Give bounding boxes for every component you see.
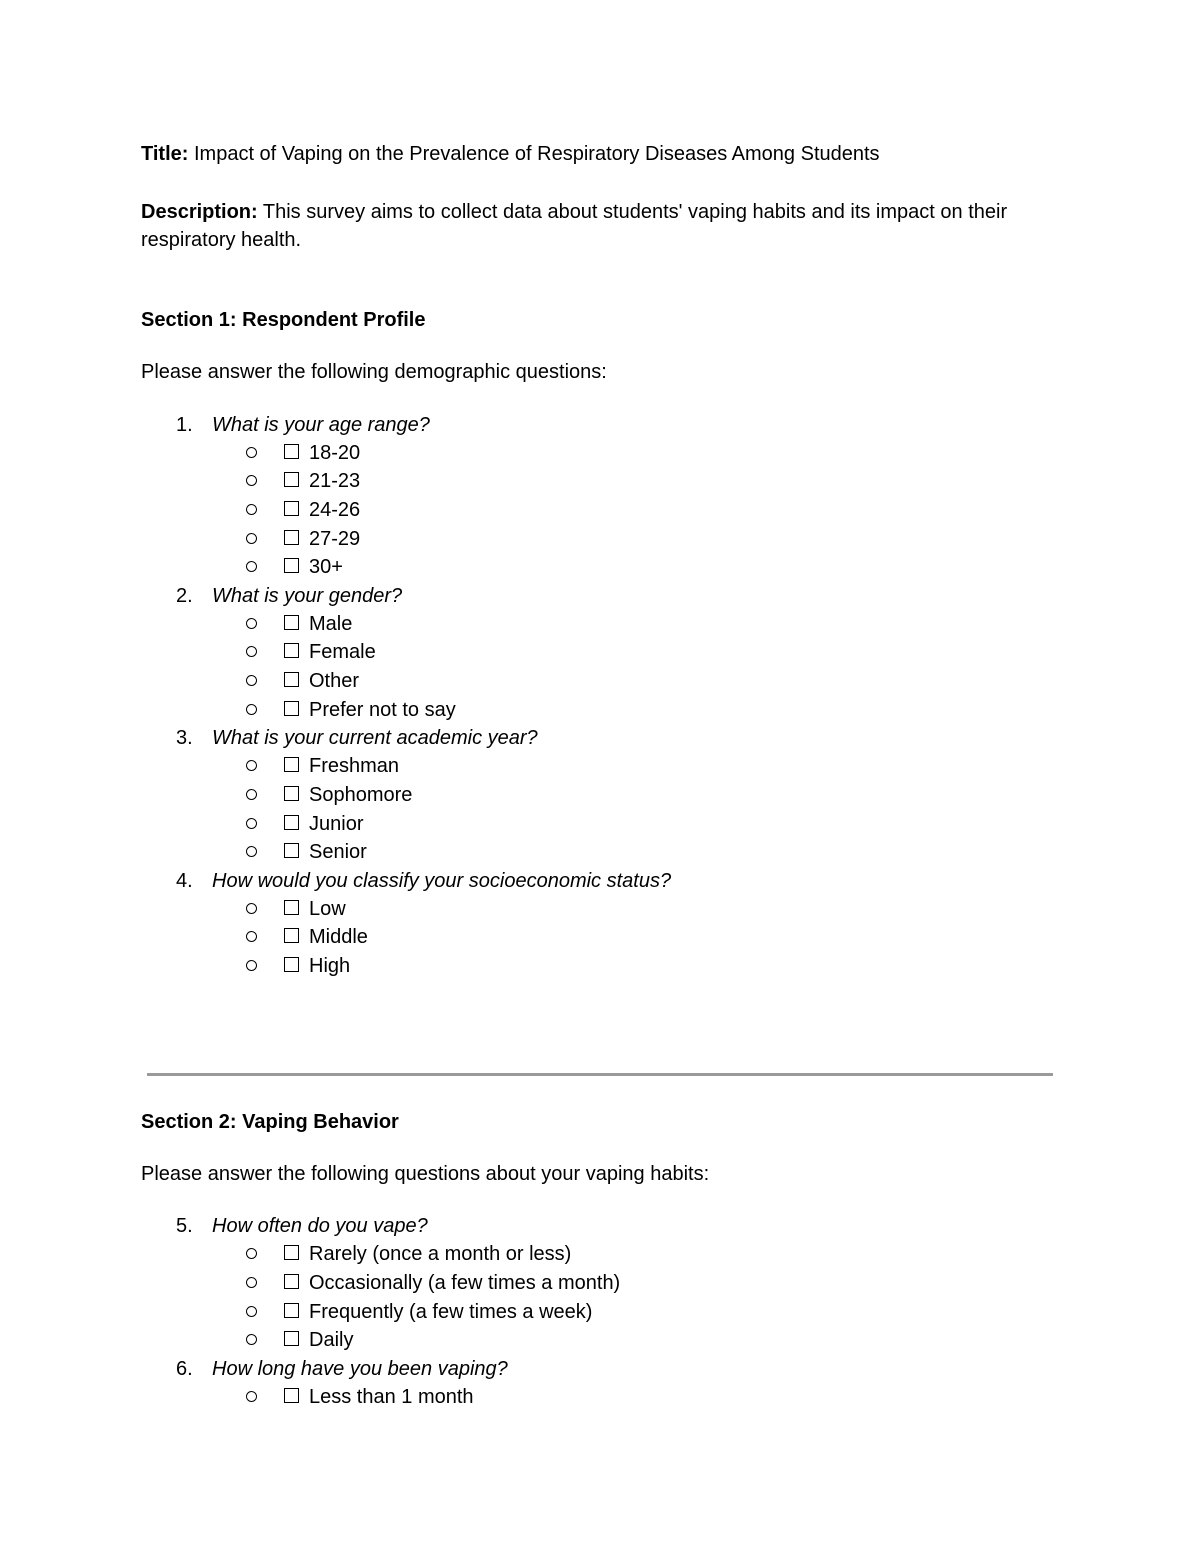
option-label: Prefer not to say bbox=[309, 699, 456, 721]
checkbox[interactable] bbox=[284, 1331, 299, 1346]
option-year-senior[interactable] bbox=[246, 838, 367, 866]
checkbox[interactable] bbox=[284, 501, 299, 516]
bullet-icon bbox=[246, 618, 257, 629]
question-text: How often do you vape? bbox=[212, 1215, 428, 1237]
bullet-icon bbox=[246, 504, 257, 515]
checkbox[interactable] bbox=[284, 472, 299, 487]
question-text: How would you classify your socioeconomic status? bbox=[212, 870, 672, 892]
bullet-icon bbox=[246, 846, 257, 857]
checkbox[interactable] bbox=[284, 558, 299, 573]
option-gender-prefer-not[interactable] bbox=[246, 696, 456, 724]
option-gender-female[interactable] bbox=[246, 638, 376, 666]
question-6 bbox=[176, 1355, 508, 1383]
bullet-icon bbox=[246, 960, 257, 971]
checkbox[interactable] bbox=[284, 444, 299, 459]
question-number: 6. bbox=[176, 1358, 193, 1380]
description-label: Description: bbox=[141, 201, 258, 223]
checkbox[interactable] bbox=[284, 757, 299, 772]
option-age-30-plus[interactable] bbox=[246, 553, 343, 581]
question-number: 3. bbox=[176, 727, 193, 749]
option-year-sophomore[interactable] bbox=[246, 781, 412, 809]
option-status-high[interactable] bbox=[246, 952, 350, 980]
checkbox[interactable] bbox=[284, 701, 299, 716]
question-number: 1. bbox=[176, 414, 193, 436]
bullet-icon bbox=[246, 1334, 257, 1345]
bullet-icon bbox=[246, 447, 257, 458]
option-label: Frequently (a few times a week) bbox=[309, 1301, 593, 1323]
option-label: Male bbox=[309, 613, 353, 635]
section-divider bbox=[147, 1073, 1053, 1076]
checkbox[interactable] bbox=[284, 1303, 299, 1318]
question-text: What is your age range? bbox=[212, 414, 430, 436]
question-number: 2. bbox=[176, 585, 193, 607]
checkbox[interactable] bbox=[284, 615, 299, 630]
option-age-21-23[interactable] bbox=[246, 467, 360, 495]
option-gender-male[interactable] bbox=[246, 610, 352, 638]
title-text: Impact of Vaping on the Prevalence of Respiratory Diseases Among Students bbox=[193, 143, 880, 165]
question-3 bbox=[176, 724, 538, 752]
question-text: How long have you been vaping? bbox=[212, 1358, 508, 1380]
question-text: What is your gender? bbox=[212, 585, 403, 607]
option-frequency-rarely[interactable] bbox=[246, 1240, 571, 1268]
bullet-icon bbox=[246, 903, 257, 914]
question-number: 5. bbox=[176, 1215, 193, 1237]
bullet-icon bbox=[246, 561, 257, 572]
bullet-icon bbox=[246, 1391, 257, 1402]
option-label: Other bbox=[309, 670, 360, 692]
option-label: 27-29 bbox=[309, 528, 361, 550]
option-age-27-29[interactable] bbox=[246, 525, 360, 553]
section2-intro: Please answer the following questions about your vaping habits: bbox=[141, 1163, 710, 1185]
option-label: 21-23 bbox=[309, 470, 361, 492]
bullet-icon bbox=[246, 704, 257, 715]
question-number: 4. bbox=[176, 870, 193, 892]
checkbox[interactable] bbox=[284, 530, 299, 545]
bullet-icon bbox=[246, 818, 257, 829]
description-text: This survey aims to collect data about students' vaping habits and its impact on their respiratory health. bbox=[141, 201, 1008, 251]
bullet-icon bbox=[246, 760, 257, 771]
option-label: Low bbox=[309, 898, 346, 920]
question-4 bbox=[176, 867, 671, 895]
option-label: Junior bbox=[309, 813, 364, 835]
option-year-freshman[interactable] bbox=[246, 752, 399, 780]
bullet-icon bbox=[246, 533, 257, 544]
checkbox[interactable] bbox=[284, 643, 299, 658]
option-frequency-frequently[interactable] bbox=[246, 1298, 592, 1326]
checkbox[interactable] bbox=[284, 928, 299, 943]
checkbox[interactable] bbox=[284, 672, 299, 687]
option-year-junior[interactable] bbox=[246, 810, 363, 838]
option-label: Senior bbox=[309, 841, 367, 863]
question-text: What is your current academic year? bbox=[212, 727, 538, 749]
bullet-icon bbox=[246, 475, 257, 486]
option-status-low[interactable] bbox=[246, 895, 346, 923]
bullet-icon bbox=[246, 1277, 257, 1288]
bullet-icon bbox=[246, 789, 257, 800]
option-label: Rarely (once a month or less) bbox=[309, 1243, 572, 1265]
option-label: 18-20 bbox=[309, 442, 361, 464]
checkbox[interactable] bbox=[284, 957, 299, 972]
option-frequency-daily[interactable] bbox=[246, 1326, 353, 1354]
section2-heading: Section 2: Vaping Behavior bbox=[141, 1111, 399, 1133]
checkbox[interactable] bbox=[284, 1388, 299, 1403]
checkbox[interactable] bbox=[284, 815, 299, 830]
bullet-icon bbox=[246, 646, 257, 657]
option-gender-other[interactable] bbox=[246, 667, 359, 695]
bullet-icon bbox=[246, 931, 257, 942]
option-label: Daily bbox=[309, 1329, 354, 1351]
option-label: Occasionally (a few times a month) bbox=[309, 1272, 621, 1294]
checkbox[interactable] bbox=[284, 843, 299, 858]
question-2 bbox=[176, 582, 402, 610]
option-label: Sophomore bbox=[309, 784, 413, 806]
checkbox[interactable] bbox=[284, 786, 299, 801]
option-status-middle[interactable] bbox=[246, 923, 368, 951]
question-1 bbox=[176, 411, 430, 439]
title-label: Title: bbox=[141, 143, 189, 165]
option-label: Freshman bbox=[309, 755, 400, 777]
option-label: Less than 1 month bbox=[309, 1386, 474, 1408]
option-label: Female bbox=[309, 641, 376, 663]
bullet-icon bbox=[246, 675, 257, 686]
section1-intro: Please answer the following demographic questions: bbox=[141, 361, 607, 383]
option-age-18-20[interactable] bbox=[246, 439, 360, 467]
option-label: 24-26 bbox=[309, 499, 361, 521]
section1-heading: Section 1: Respondent Profile bbox=[141, 309, 426, 331]
survey-title bbox=[141, 140, 1061, 168]
checkbox[interactable] bbox=[284, 900, 299, 915]
bullet-icon bbox=[246, 1306, 257, 1317]
option-label: 30+ bbox=[309, 556, 343, 578]
survey-description bbox=[141, 198, 1061, 254]
option-duration-less-than-1-month[interactable] bbox=[246, 1383, 474, 1411]
checkbox[interactable] bbox=[284, 1245, 299, 1260]
question-5 bbox=[176, 1212, 428, 1240]
option-label: High bbox=[309, 955, 351, 977]
option-label: Middle bbox=[309, 926, 368, 948]
checkbox[interactable] bbox=[284, 1274, 299, 1289]
option-frequency-occasionally[interactable] bbox=[246, 1269, 620, 1297]
option-age-24-26[interactable] bbox=[246, 496, 360, 524]
bullet-icon bbox=[246, 1248, 257, 1259]
